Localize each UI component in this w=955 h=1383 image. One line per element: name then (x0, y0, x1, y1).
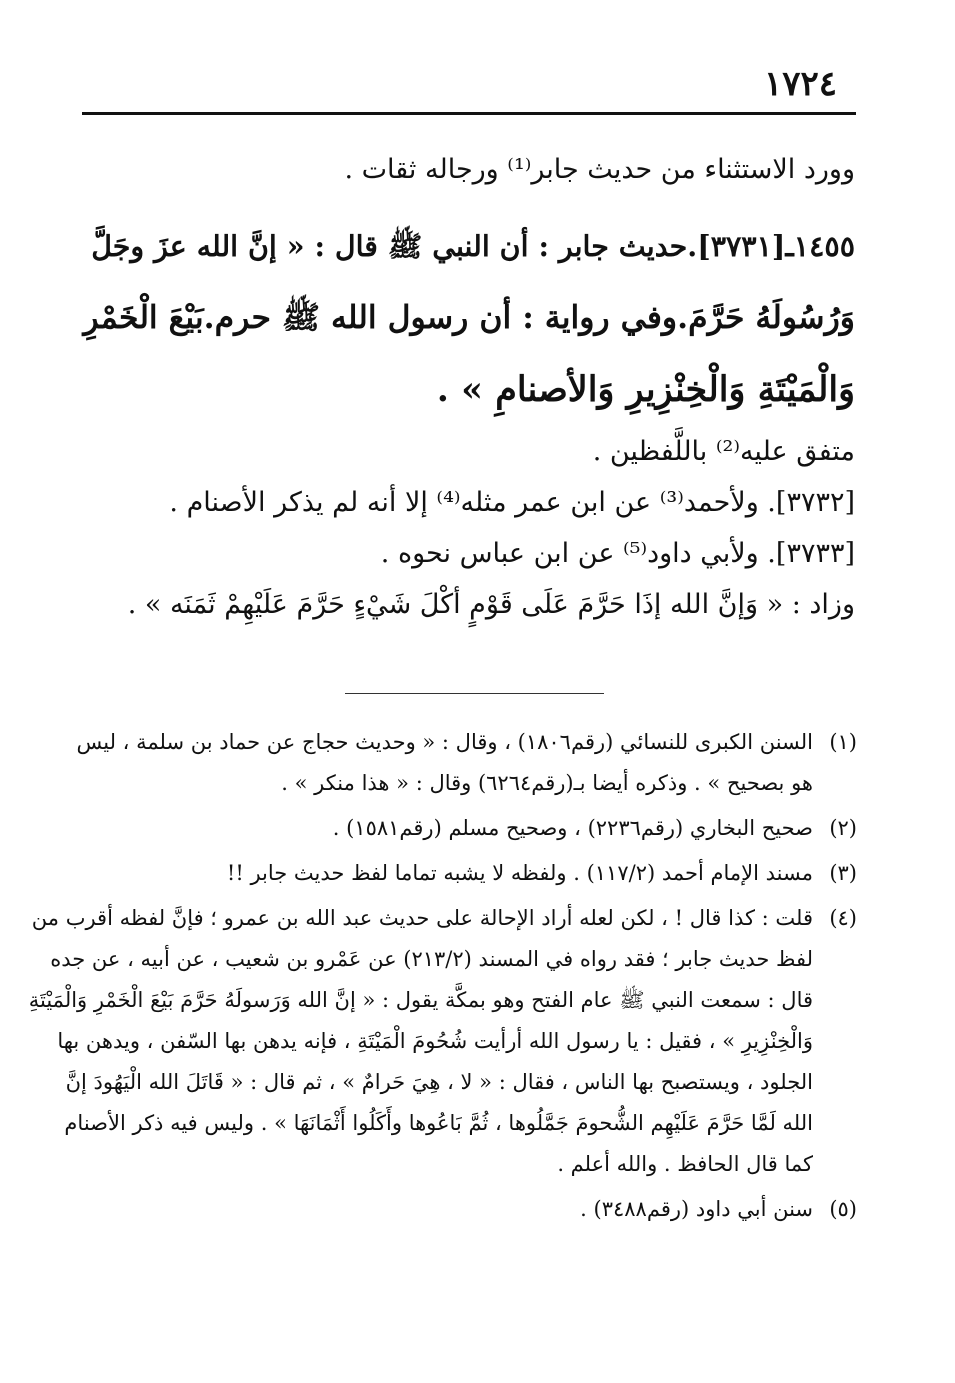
extraction-line: [٣٧٣٢]. ولأحمد⁽³⁾ عن ابن عمر مثله⁽⁴⁾ إلا أنه لم يذكر الأصنام . (169, 487, 855, 518)
footnotes (28, 722, 857, 1234)
footnote-3 (77, 853, 857, 894)
footnote-number: (٤) (829, 906, 857, 930)
footnote-line: وَالْخِنْزِيرِ » ، فقيل : يا رسول الله أرأيت شُحُومَ الْمَيْتَةِ ، فإنه يدهن بها السّفن ، ويدهن بها (57, 1029, 813, 1053)
hadith-line: ١٤٥٥ـ[٣٧٣١].حديث جابر : أن النبي ﷺ قال : « إنَّ الله عزَ وجَلَّ (91, 229, 855, 263)
footnote-4 (28, 898, 857, 1185)
footnote-number: (١) (829, 730, 857, 754)
intro-line: وورد الاستثناء من حديث جابر⁽¹⁾ ورجاله ثقات . (344, 154, 855, 185)
hadith-block (80, 210, 855, 426)
footnote-line: صحيح البخاري (رقم٢٢٣٦) ، وصحيح مسلم (رقم١٥٨١) . (332, 816, 813, 840)
main-text (80, 142, 855, 630)
page-number: ١٧٢٤ (763, 64, 837, 104)
hadith-line: وَرُسُولَهُ حَرَّمَ.وفي رواية : أن رسول الله ﷺ حرم.بَيْعَ الْخَمْرِ (83, 299, 855, 336)
footnote-line: هو بصحيح » . وذكره أيضا بـ(رقم٦٢٦٤) وقال : « هذا منكر » . (281, 771, 813, 795)
footnote-number: (٢) (829, 816, 857, 840)
footnote-line: كما قال الحافظ . والله أعلم . (557, 1152, 813, 1176)
footnote-line: قلت : كذا قال ! ، لكن لعله أراد الإحالة على حديث عبد الله بن عمرو ؛ فإنَّ لفظه أقرب من (31, 906, 813, 930)
extraction-block (80, 426, 855, 630)
extraction-line: متفق عليه⁽²⁾ باللَّفظين . (592, 436, 855, 467)
footnote-5 (77, 1189, 857, 1230)
hadith-line: وَالْمَيْتَةِ وَالْخِنْزِيرِ وَالأصنامِ » . (436, 369, 855, 410)
footnote-1 (77, 722, 857, 804)
footnote-line: لفظ حديث جابر ؛ فقد رواه في المسند (٢١٣/٢) عن عَمْرو بن شعيب ، عن أبيه ، عن جده (50, 947, 813, 971)
footnote-separator (345, 693, 604, 694)
footnote-line: الله لَمَّا حَرَّمَ عَلَيْهِم الشُّحومَ جَمَّلُوها ، ثُمَّ بَاعُوها وأَكَلُوا أَثْمَانَهَا » . وليس فيه ذكر الأصنام (64, 1111, 813, 1135)
extraction-line: وزاد : « وَإنَّ الله إذَا حَرَّمَ عَلَى قَوْمٍ أكْلَ شَيْءٍ حَرَّمَ عَلَيْهِمْ ثَمَنَه » . (127, 589, 855, 620)
header-rule (82, 112, 856, 115)
footnote-line: السنن الكبرى للنسائي (رقم١٨٠٦) ، وقال : « وحديث حجاج عن حماد بن سلمة ، ليس (76, 730, 813, 754)
footnote-line: مسند الإمام أحمد (١١٧/٢) . ولفظه لا يشبه تماما لفظ حديث جابر !! (226, 861, 813, 885)
footnote-line: قال : سمعت النبي ﷺ عام الفتح وهو بمكَّة يقول : « إنَّ الله وَرَسولَهُ حَرَّمَ بَيْعَ الْخَمْرِ وَالْمَيْتَةِ (28, 988, 813, 1012)
footnote-number: (٣) (829, 861, 857, 885)
footnote-line: الجلود ، ويستصبح بها الناس ، فقال : « لا ، هِيَ حَرامٌ » ، ثم قال : « قَاتَلَ الله الْيَهُودَ إنَّ (65, 1070, 813, 1094)
footnote-2 (77, 808, 857, 849)
footnote-number: (٥) (829, 1197, 857, 1221)
footnote-line: سنن أبي داود (رقم٣٤٨٨) . (580, 1197, 813, 1221)
extraction-line: [٣٧٣٣]. ولأبي داود⁽⁵⁾ عن ابن عباس نحوه . (380, 538, 855, 569)
